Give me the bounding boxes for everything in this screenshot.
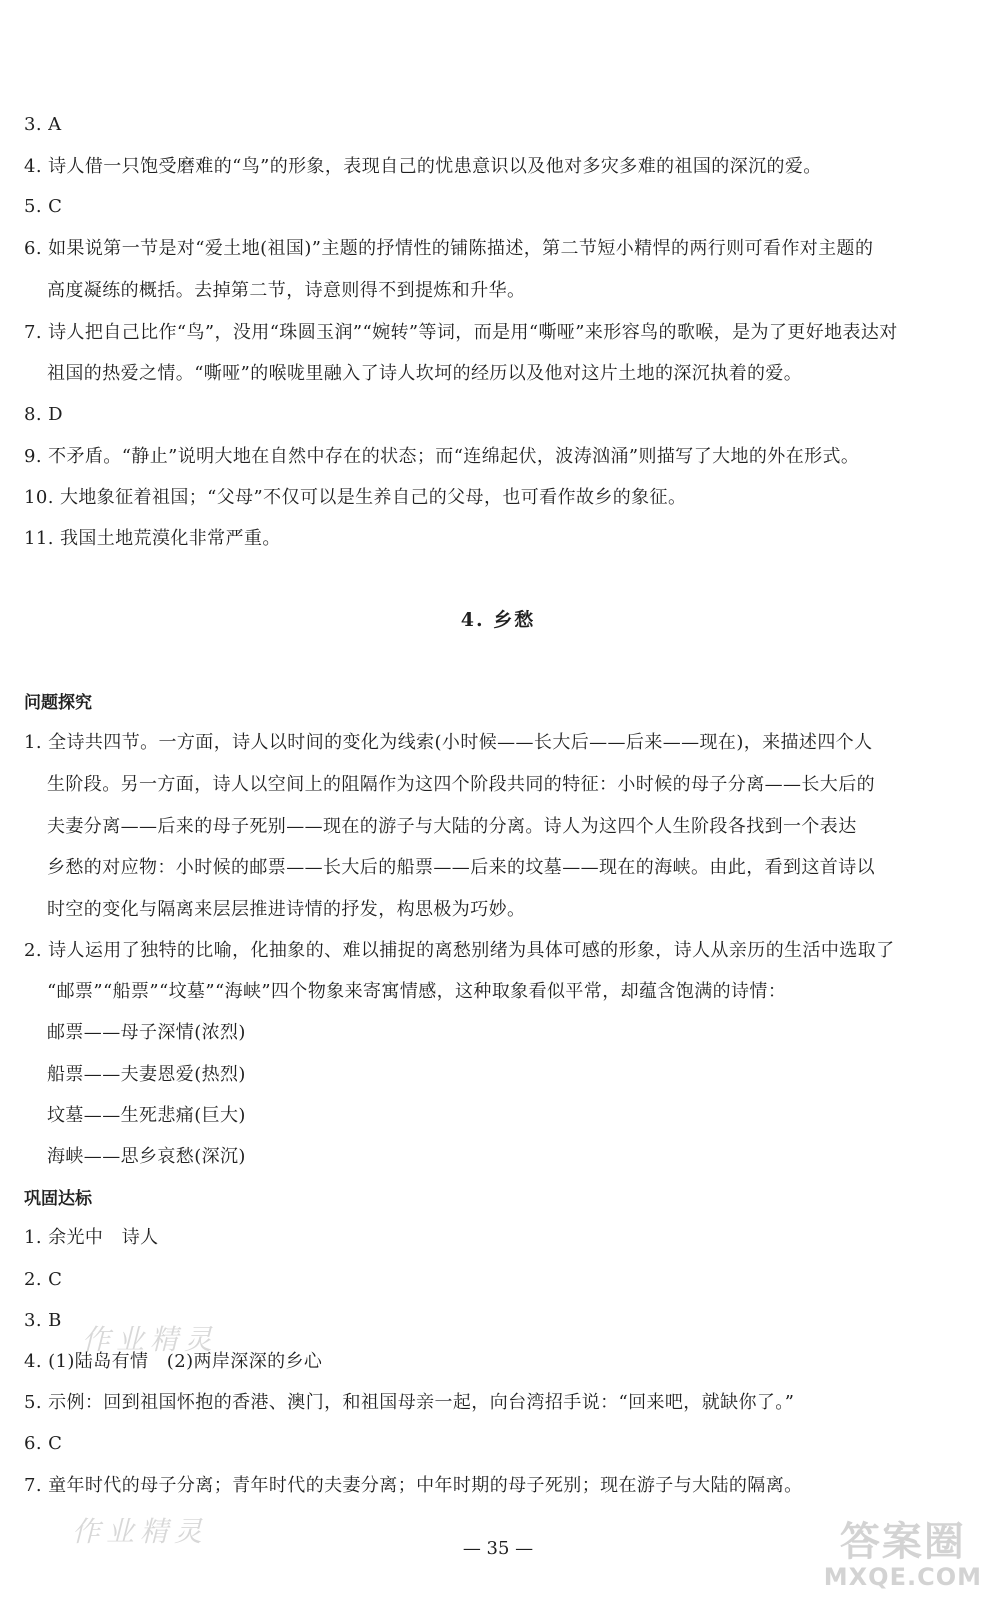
- answer-line: “邮票”“船票”“坟墓”“海峡”四个物象来寄寓情感，这种取象看似平常，却蕴含饱满的诗情：: [47, 981, 787, 1002]
- answer-line: 高度凝练的概括。去掉第二节，诗意则得不到提炼和升华。: [47, 280, 526, 301]
- heading-question-explore: 问题探究: [24, 693, 92, 713]
- answer-line: 海峡——思乡哀愁(深沉): [47, 1146, 246, 1167]
- watermark-text: 作业精灵: [72, 1515, 209, 1548]
- page-number: — 35 —: [462, 1538, 534, 1559]
- answer-line: 邮票——母子深情(浓烈): [47, 1022, 246, 1043]
- watermark-logo: [824, 1520, 982, 1590]
- answer-line: 祖国的热爱之情。“嘶哑”的喉咙里融入了诗人坎坷的经历以及他对这片土地的深沉执着的爱。: [47, 363, 803, 384]
- answer-line: 坟墓——生死悲痛(巨大): [47, 1105, 246, 1126]
- watermark-logo-title: 答案圈: [839, 1519, 966, 1565]
- answer-line: 3. A: [24, 114, 62, 135]
- answer-line: 生阶段。另一方面，诗人以空间上的阻隔作为这四个阶段共同的特征：小时候的母子分离——长大后的: [47, 774, 875, 795]
- answer-line: 4. (1)陆岛有情 (2)两岸深深的乡心: [24, 1351, 323, 1372]
- heading-consolidate: 巩固达标: [24, 1189, 92, 1209]
- answer-line: 7. 童年时代的母子分离；青年时代的夫妻分离；中年时期的母子死别；现在游子与大陆的隔离。: [24, 1475, 803, 1496]
- answer-line: 10. 大地象征着祖国；“父母”不仅可以是生养自己的父母，也可看作故乡的象征。: [24, 487, 687, 508]
- watermark-text: 作业精灵: [82, 1323, 219, 1356]
- answer-line: 2. 诗人运用了独特的比喻，化抽象的、难以捕捉的离愁别绪为具体可感的形象，诗人从亲历的生活中选取了: [24, 940, 895, 961]
- watermark-logo-url: MXQE.COM: [823, 1563, 982, 1591]
- answer-line: 7. 诗人把自己比作“鸟”，没用“珠圆玉润”“婉转”等词，而是用“嘶哑”来形容鸟的歌喉，是为了更好地表达对: [24, 322, 898, 343]
- answer-line: 3. B: [24, 1310, 62, 1331]
- answer-line: 乡愁的对应物：小时候的邮票——长大后的船票——后来的坟墓——现在的海峡。由此，看到这首诗以: [47, 857, 875, 878]
- answer-line: 11. 我国土地荒漠化非常严重。: [24, 528, 281, 549]
- answer-line: 船票——夫妻恩爱(热烈): [47, 1064, 246, 1085]
- answer-line: 5. C: [24, 196, 63, 217]
- answer-line: 6. 如果说第一节是对“爱土地(祖国)”主题的抒情性的铺陈描述，第二节短小精悍的两行则可看作对主题的: [24, 238, 874, 259]
- answer-line: 夫妻分离——后来的母子死别——现在的游子与大陆的分离。诗人为这四个人生阶段各找到一个表达: [47, 816, 857, 837]
- answer-line: 1. 余光中 诗人: [24, 1227, 159, 1248]
- section-title: 4. 乡愁: [460, 609, 536, 631]
- answer-line: 9. 不矛盾。“静止”说明大地在自然中存在的状态；而“连绵起伏，波涛汹涌”则描写了大地的外在形式。: [24, 446, 860, 467]
- answer-line: 6. C: [24, 1433, 63, 1454]
- answer-line: 时空的变化与隔离来层层推进诗情的抒发，构思极为巧妙。: [47, 899, 526, 920]
- answer-line: 5. 示例：回到祖国怀抱的香港、澳门，和祖国母亲一起，向台湾招手说：“回来吧，就缺你了。”: [24, 1392, 795, 1413]
- answer-line: 1. 全诗共四节。一方面，诗人以时间的变化为线索(小时候——长大后——后来——现在)，来描述四个人: [24, 732, 873, 753]
- answer-line: 4. 诗人借一只饱受磨难的“鸟”的形象，表现自己的忧患意识以及他对多灾多难的祖国的深沉的爱。: [24, 156, 822, 177]
- answer-line: 8. D: [24, 404, 63, 425]
- answer-line: 2. C: [24, 1269, 63, 1290]
